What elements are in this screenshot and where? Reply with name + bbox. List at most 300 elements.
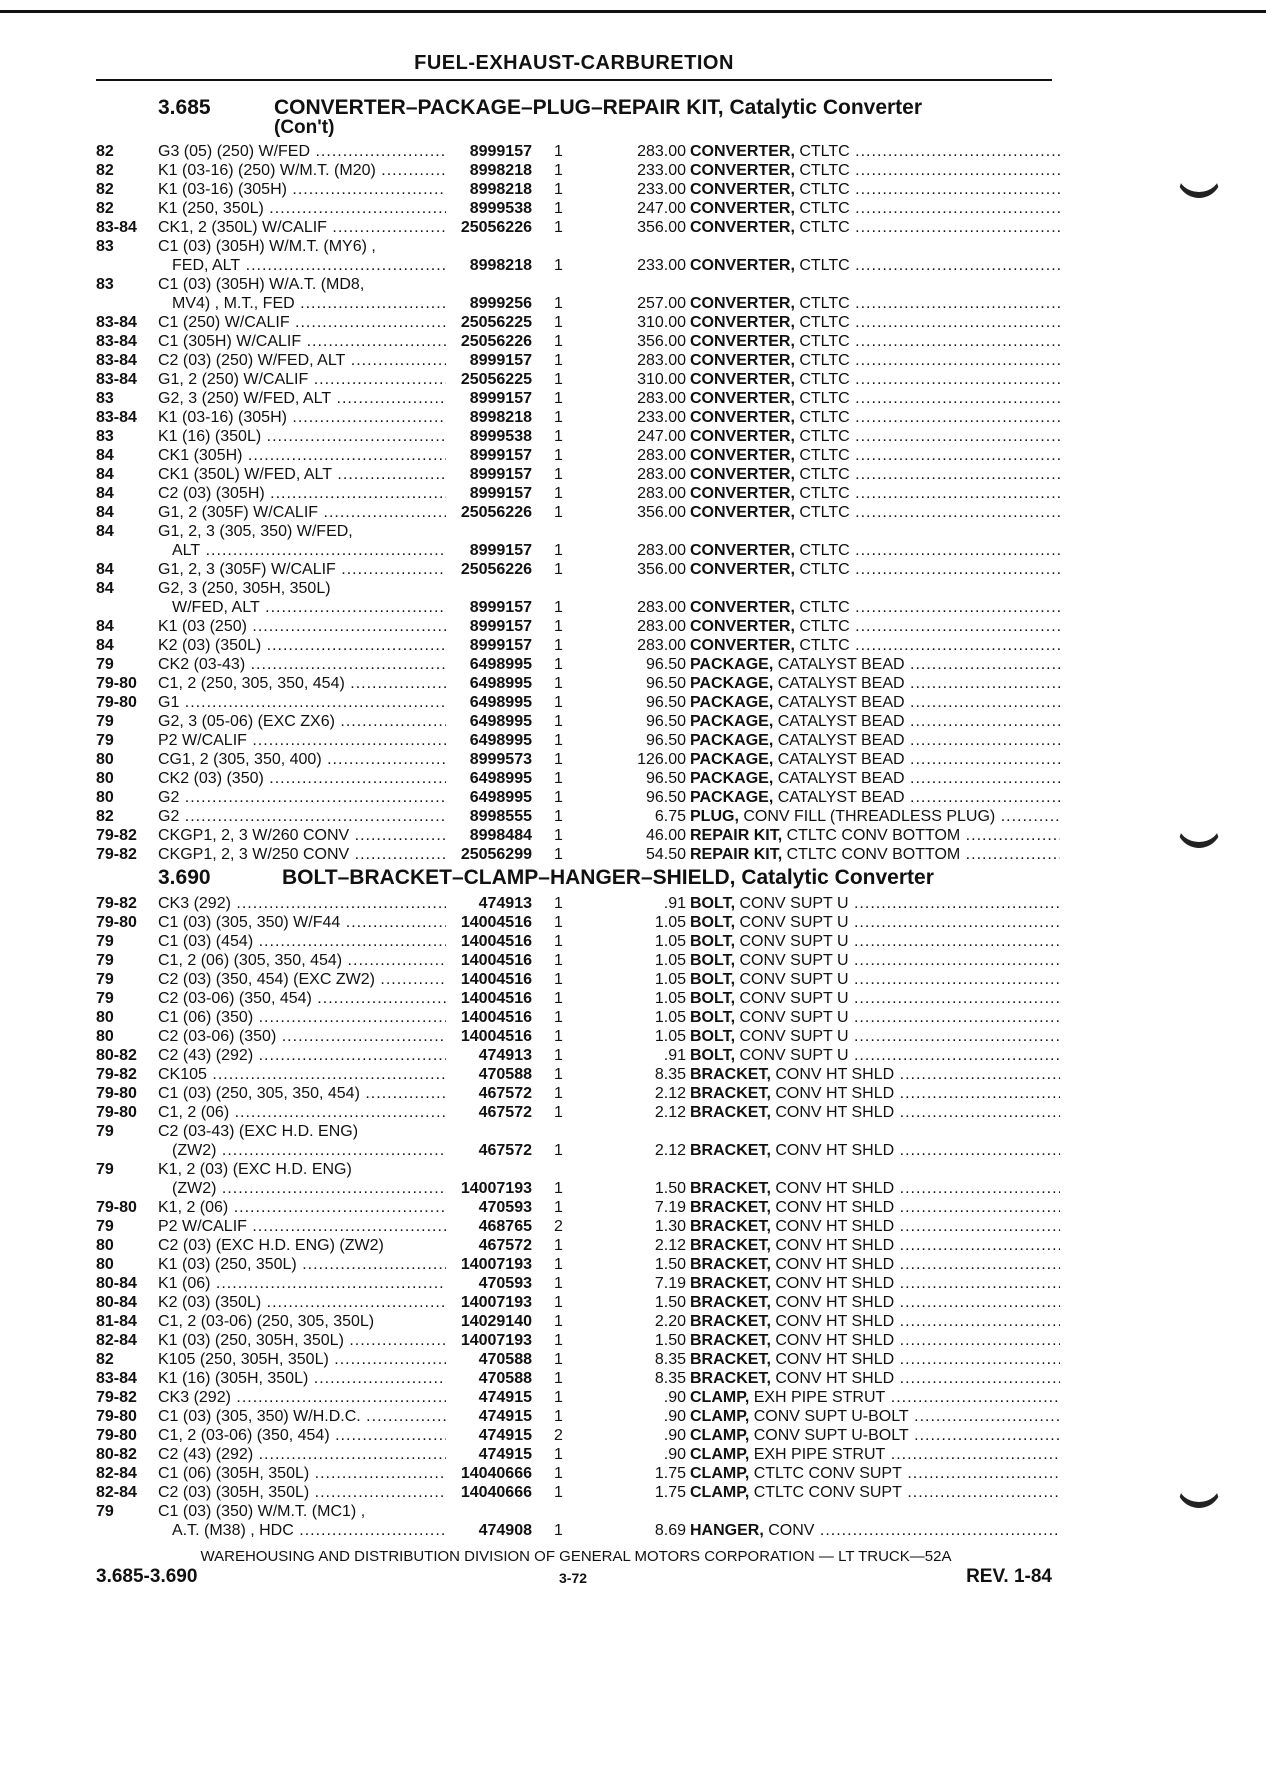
quantity: 1 — [554, 409, 563, 426]
part-name: CLAMP, CTLTC CONV SUPT ..... — [690, 1483, 1060, 1502]
price: 2.12 — [654, 1085, 686, 1102]
parts-table-3685 — [96, 142, 1056, 864]
part-number: 25056226 — [446, 332, 532, 351]
application-description: G1, 2, 3 (305, 350) W/FED, — [158, 523, 353, 540]
quantity: 1 — [554, 1389, 563, 1406]
part-name: BRACKET, CONV HT SHLD ..... — [690, 1179, 1060, 1198]
price: 126.00 — [637, 751, 686, 768]
application-description: C1, 2 (06) ..... — [158, 1103, 518, 1122]
price: 283.00 — [637, 352, 686, 369]
application-description: C1, 2 (06) (305, 350, 454) ..... — [158, 951, 518, 970]
quantity: 1 — [554, 933, 563, 950]
quantity: 1 — [554, 1408, 563, 1425]
binder-hole-mark — [1176, 1460, 1222, 1508]
table-row — [96, 1407, 1056, 1426]
table-row — [96, 1502, 1056, 1521]
application-description: C1 (03) (305H) W/M.T. (MY6) , — [158, 238, 376, 255]
table-row — [96, 970, 1056, 989]
table-row — [96, 750, 1056, 769]
section-title: BOLT–BRACKET–CLAMP–HANGER–SHIELD, Catalytic Converter — [282, 866, 934, 889]
price: 283.00 — [637, 599, 686, 616]
application-description: K1 (03) (250, 305H, 350L) ..... — [158, 1331, 518, 1350]
part-name: CONVERTER, CTLTC ..... — [690, 465, 1060, 484]
part-name: BOLT, CONV SUPT U ..... — [690, 1027, 1060, 1046]
table-row — [96, 1179, 1056, 1198]
table-row — [96, 427, 1056, 446]
table-row — [96, 1369, 1056, 1388]
price: .90 — [663, 1427, 686, 1444]
part-number: 25056226 — [446, 218, 532, 237]
part-number: 14007193 — [446, 1293, 532, 1312]
application-description: A.T. (M38) , HDC ..... — [158, 1521, 518, 1540]
part-name: BRACKET, CONV HT SHLD ..... — [690, 1312, 1060, 1331]
top-rule — [0, 10, 1266, 13]
application-description: C1 (305H) W/CALIF ..... — [158, 332, 518, 351]
year-range: 80 — [96, 789, 114, 806]
application-description: G3 (05) (250) W/FED ..... — [158, 142, 518, 161]
part-name: PACKAGE, CATALYST BEAD ..... — [690, 731, 1060, 750]
price: 310.00 — [637, 371, 686, 388]
year-range: 80 — [96, 751, 114, 768]
application-description: CK1 (305H) ..... — [158, 446, 518, 465]
quantity: 1 — [554, 257, 563, 274]
year-range: 79 — [96, 1123, 114, 1140]
application-description: G1, 2 (250) W/CALIF ..... — [158, 370, 518, 389]
application-description: K1 (03) (250, 350L) ..... — [158, 1255, 518, 1274]
quantity: 1 — [554, 219, 563, 236]
part-number: 6498995 — [446, 655, 532, 674]
year-range: 79 — [96, 732, 114, 749]
application-description: K1 (16) (350L) ..... — [158, 427, 518, 446]
quantity: 1 — [554, 181, 563, 198]
section-number: 3.690 — [158, 866, 211, 889]
part-number: 14004516 — [446, 932, 532, 951]
part-name: CONVERTER, CTLTC ..... — [690, 560, 1060, 579]
price: 1.05 — [654, 1009, 686, 1026]
part-name: BRACKET, CONV HT SHLD ..... — [690, 1350, 1060, 1369]
part-name: CONVERTER, CTLTC ..... — [690, 617, 1060, 636]
price: 257.00 — [637, 295, 686, 312]
quantity: 1 — [554, 1484, 563, 1501]
table-row — [96, 1103, 1056, 1122]
part-number: 474913 — [446, 1046, 532, 1065]
part-number: 474915 — [446, 1426, 532, 1445]
year-range: 80 — [96, 1028, 114, 1045]
price: 7.19 — [654, 1199, 686, 1216]
price: 283.00 — [637, 637, 686, 654]
year-range: 83 — [96, 390, 114, 407]
quantity: 1 — [554, 895, 563, 912]
part-number: 6498995 — [446, 674, 532, 693]
application-description: CKGP1, 2, 3 W/250 CONV ..... — [158, 845, 518, 864]
table-row — [96, 1426, 1056, 1445]
quantity: 1 — [554, 314, 563, 331]
application-description: K1 (06) ..... — [158, 1274, 518, 1293]
price: .90 — [663, 1389, 686, 1406]
price: 283.00 — [637, 618, 686, 635]
price: 283.00 — [637, 447, 686, 464]
quantity: 1 — [554, 466, 563, 483]
year-range: 79 — [96, 1161, 114, 1178]
application-description: CKGP1, 2, 3 W/260 CONV ..... — [158, 826, 518, 845]
part-name: PACKAGE, CATALYST BEAD ..... — [690, 750, 1060, 769]
year-range: 84 — [96, 580, 114, 597]
year-range: 84 — [96, 504, 114, 521]
part-name: CONVERTER, CTLTC ..... — [690, 427, 1060, 446]
part-number: 8999157 — [446, 142, 532, 161]
part-name: CLAMP, CONV SUPT U-BOLT ..... — [690, 1426, 1060, 1445]
quantity: 1 — [554, 1180, 563, 1197]
application-description: G1 ..... — [158, 693, 518, 712]
application-description: G2 ..... — [158, 788, 518, 807]
application-description: C1 (03) (250, 305, 350, 454) ..... — [158, 1084, 518, 1103]
quantity: 1 — [554, 1066, 563, 1083]
year-range: 79 — [96, 656, 114, 673]
price: 7.19 — [654, 1275, 686, 1292]
year-range: 83-84 — [96, 371, 137, 388]
year-range: 79-82 — [96, 1389, 137, 1406]
table-row — [96, 1331, 1056, 1350]
part-number: 470593 — [446, 1198, 532, 1217]
table-row — [96, 142, 1056, 161]
application-description: CK2 (03-43) ..... — [158, 655, 518, 674]
section-subtitle: (Con't) — [274, 117, 335, 138]
quantity: 1 — [554, 713, 563, 730]
part-number: 8999157 — [446, 617, 532, 636]
price: 1.05 — [654, 933, 686, 950]
quantity: 1 — [554, 789, 563, 806]
quantity: 1 — [554, 1332, 563, 1349]
application-description: C1 (250) W/CALIF ..... — [158, 313, 518, 332]
year-range: 82 — [96, 200, 114, 217]
table-row — [96, 788, 1056, 807]
part-number: 8999256 — [446, 294, 532, 313]
part-number: 25056225 — [446, 313, 532, 332]
year-range: 83-84 — [96, 409, 137, 426]
quantity: 1 — [554, 333, 563, 350]
table-row — [96, 693, 1056, 712]
application-description: C2 (03) (305H, 350L) ..... — [158, 1483, 518, 1502]
table-row — [96, 1350, 1056, 1369]
part-name: BRACKET, CONV HT SHLD ..... — [690, 1274, 1060, 1293]
quantity: 2 — [554, 1427, 563, 1444]
quantity: 1 — [554, 162, 563, 179]
year-range: 84 — [96, 466, 114, 483]
quantity: 1 — [554, 990, 563, 1007]
year-range: 79-80 — [96, 694, 137, 711]
table-row — [96, 313, 1056, 332]
table-row — [96, 370, 1056, 389]
year-range: 83-84 — [96, 219, 137, 236]
part-name: PACKAGE, CATALYST BEAD ..... — [690, 674, 1060, 693]
application-description: K1 (250, 350L) ..... — [158, 199, 518, 218]
table-row — [96, 1198, 1056, 1217]
part-name: CONVERTER, CTLTC ..... — [690, 351, 1060, 370]
part-number: 14007193 — [446, 1331, 532, 1350]
parts-table-3690 — [96, 894, 1056, 1540]
footer-revision: REV. 1-84 — [966, 1566, 1052, 1587]
table-row — [96, 408, 1056, 427]
part-name: REPAIR KIT, CTLTC CONV BOTTOM ..... — [690, 845, 1060, 864]
year-range: 79-80 — [96, 1085, 137, 1102]
price: 96.50 — [645, 694, 686, 711]
application-description: C1, 2 (250, 305, 350, 454) ..... — [158, 674, 518, 693]
part-name: BOLT, CONV SUPT U ..... — [690, 951, 1060, 970]
price: 54.50 — [645, 846, 686, 863]
application-description: C1 (06) (305H, 350L) ..... — [158, 1464, 518, 1483]
price: 1.05 — [654, 971, 686, 988]
part-name: CONVERTER, CTLTC ..... — [690, 503, 1060, 522]
table-row — [96, 826, 1056, 845]
application-description: C2 (03-43) (EXC H.D. ENG) — [158, 1123, 359, 1140]
price: 2.12 — [654, 1237, 686, 1254]
year-range: 82-84 — [96, 1332, 137, 1349]
application-description: K1 (03-16) (250) W/M.T. (M20) ..... — [158, 161, 518, 180]
year-range: 79 — [96, 952, 114, 969]
part-number: 14029140 — [446, 1312, 532, 1331]
quantity: 1 — [554, 561, 563, 578]
part-name: BOLT, CONV SUPT U ..... — [690, 894, 1060, 913]
section-title: CONVERTER–PACKAGE–PLUG–REPAIR KIT, Catalytic Converter — [274, 96, 923, 119]
table-row — [96, 1141, 1056, 1160]
price: 1.50 — [654, 1332, 686, 1349]
quantity: 1 — [554, 599, 563, 616]
quantity: 1 — [554, 352, 563, 369]
table-row — [96, 256, 1056, 275]
part-number: 467572 — [446, 1141, 532, 1160]
table-row — [96, 1388, 1056, 1407]
price: 247.00 — [637, 428, 686, 445]
part-number: 8999157 — [446, 484, 532, 503]
part-name: BOLT, CONV SUPT U ..... — [690, 970, 1060, 989]
table-row — [96, 541, 1056, 560]
part-name: BRACKET, CONV HT SHLD ..... — [690, 1141, 1060, 1160]
price: 2.12 — [654, 1104, 686, 1121]
year-range: 82 — [96, 181, 114, 198]
part-name: CONVERTER, CTLTC ..... — [690, 161, 1060, 180]
header-rule — [96, 79, 1052, 81]
table-row — [96, 503, 1056, 522]
table-row — [96, 951, 1056, 970]
quantity: 1 — [554, 675, 563, 692]
part-name: CLAMP, EXH PIPE STRUT ..... — [690, 1445, 1060, 1464]
table-row — [96, 1122, 1056, 1141]
table-row — [96, 332, 1056, 351]
year-range: 79 — [96, 1503, 114, 1520]
part-name: BRACKET, CONV HT SHLD ..... — [690, 1331, 1060, 1350]
quantity: 1 — [554, 1085, 563, 1102]
part-number: 6498995 — [446, 712, 532, 731]
price: 233.00 — [637, 181, 686, 198]
application-description: G2 ..... — [158, 807, 518, 826]
quantity: 1 — [554, 200, 563, 217]
price: 247.00 — [637, 200, 686, 217]
quantity: 1 — [554, 1199, 563, 1216]
part-number: 468765 — [446, 1217, 532, 1236]
year-range: 82-84 — [96, 1484, 137, 1501]
year-range: 83-84 — [96, 1370, 137, 1387]
table-row — [96, 1084, 1056, 1103]
application-description: K2 (03) (350L) ..... — [158, 1293, 518, 1312]
part-name: PLUG, CONV FILL (THREADLESS PLUG) ..... — [690, 807, 1060, 826]
quantity: 1 — [554, 447, 563, 464]
price: 1.50 — [654, 1180, 686, 1197]
quantity: 1 — [554, 542, 563, 559]
year-range: 82 — [96, 1351, 114, 1368]
footer-section-range: 3.685-3.690 — [96, 1566, 198, 1587]
quantity: 1 — [554, 1275, 563, 1292]
application-description: C2 (03) (250) W/FED, ALT ..... — [158, 351, 518, 370]
part-name: PACKAGE, CATALYST BEAD ..... — [690, 788, 1060, 807]
part-number: 14004516 — [446, 913, 532, 932]
price: 8.35 — [654, 1370, 686, 1387]
application-description: K1 (03 (250) ..... — [158, 617, 518, 636]
year-range: 79 — [96, 990, 114, 1007]
price: 96.50 — [645, 770, 686, 787]
table-row — [96, 1483, 1056, 1502]
part-number: 14004516 — [446, 1008, 532, 1027]
year-range: 84 — [96, 618, 114, 635]
table-row — [96, 674, 1056, 693]
quantity: 2 — [554, 1218, 563, 1235]
section-number: 3.685 — [158, 96, 211, 119]
table-row — [96, 1521, 1056, 1540]
application-description: FED, ALT ..... — [158, 256, 518, 275]
price: 283.00 — [637, 542, 686, 559]
application-description: K1, 2 (03) (EXC H.D. ENG) — [158, 1161, 352, 1178]
part-name: CONVERTER, CTLTC ..... — [690, 484, 1060, 503]
part-number: 8999538 — [446, 199, 532, 218]
year-range: 83-84 — [96, 333, 137, 350]
application-description: K1 (03-16) (305H) ..... — [158, 408, 518, 427]
table-row — [96, 446, 1056, 465]
part-number: 8999157 — [446, 598, 532, 617]
price: 233.00 — [637, 409, 686, 426]
part-number: 25056226 — [446, 560, 532, 579]
table-row — [96, 1445, 1056, 1464]
application-description: K1 (03-16) (305H) ..... — [158, 180, 518, 199]
part-name: REPAIR KIT, CTLTC CONV BOTTOM ..... — [690, 826, 1060, 845]
part-name: HANGER, CONV ..... — [690, 1521, 1060, 1540]
quantity: 1 — [554, 143, 563, 160]
table-row — [96, 389, 1056, 408]
application-description: CK105 ..... — [158, 1065, 518, 1084]
application-description: K2 (03) (350L) ..... — [158, 636, 518, 655]
quantity: 1 — [554, 428, 563, 445]
footer-page-number: 3-72 — [559, 1570, 588, 1586]
page-title: FUEL-EXHAUST-CARBURETION — [414, 52, 734, 74]
table-row — [96, 1160, 1056, 1179]
application-description: C1, 2 (03-06) (250, 305, 350L) — [158, 1313, 375, 1330]
table-row — [96, 1027, 1056, 1046]
year-range: 80-82 — [96, 1047, 137, 1064]
year-range: 79-80 — [96, 1408, 137, 1425]
year-range: 79-80 — [96, 1104, 137, 1121]
part-number: 25056226 — [446, 503, 532, 522]
table-row — [96, 1274, 1056, 1293]
quantity: 1 — [554, 371, 563, 388]
part-name: BOLT, CONV SUPT U ..... — [690, 1008, 1060, 1027]
table-row — [96, 579, 1056, 598]
table-row — [96, 636, 1056, 655]
part-number: 14040666 — [446, 1483, 532, 1502]
year-range: 79 — [96, 713, 114, 730]
year-range: 82 — [96, 143, 114, 160]
quantity: 1 — [554, 504, 563, 521]
year-range: 79-82 — [96, 827, 137, 844]
table-row — [96, 1255, 1056, 1274]
price: 283.00 — [637, 390, 686, 407]
application-description: C1 (03) (305, 350) W/H.D.C. ..... — [158, 1407, 518, 1426]
year-range: 80 — [96, 770, 114, 787]
quantity: 1 — [554, 1047, 563, 1064]
year-range: 83-84 — [96, 352, 137, 369]
application-description: CK2 (03) (350) ..... — [158, 769, 518, 788]
price: 96.50 — [645, 789, 686, 806]
table-row — [96, 769, 1056, 788]
table-row — [96, 598, 1056, 617]
price: 1.05 — [654, 990, 686, 1007]
part-name: CONVERTER, CTLTC ..... — [690, 294, 1060, 313]
year-range: 84 — [96, 447, 114, 464]
part-name: CONVERTER, CTLTC ..... — [690, 370, 1060, 389]
application-description: C1 (06) (350) ..... — [158, 1008, 518, 1027]
part-number: 8999157 — [446, 446, 532, 465]
application-description: CK3 (292) ..... — [158, 1388, 518, 1407]
part-name: BOLT, CONV SUPT U ..... — [690, 932, 1060, 951]
table-row — [96, 199, 1056, 218]
quantity: 1 — [554, 914, 563, 931]
part-name: CONVERTER, CTLTC ..... — [690, 636, 1060, 655]
part-number: 467572 — [446, 1236, 532, 1255]
year-range: 79 — [96, 971, 114, 988]
price: 310.00 — [637, 314, 686, 331]
table-row — [96, 989, 1056, 1008]
part-number: 8998218 — [446, 408, 532, 427]
application-description: MV4) , M.T., FED ..... — [158, 294, 518, 313]
year-range: 79-80 — [96, 914, 137, 931]
price: 1.30 — [654, 1218, 686, 1235]
part-name: CONVERTER, CTLTC ..... — [690, 446, 1060, 465]
part-number: 474915 — [446, 1407, 532, 1426]
application-description: G2, 3 (05-06) (EXC ZX6) ..... — [158, 712, 518, 731]
year-range: 83 — [96, 428, 114, 445]
year-range: 79-82 — [96, 846, 137, 863]
application-description: CG1, 2 (305, 350, 400) ..... — [158, 750, 518, 769]
part-name: CLAMP, EXH PIPE STRUT ..... — [690, 1388, 1060, 1407]
quantity: 1 — [554, 751, 563, 768]
application-description: G1, 2 (305F) W/CALIF ..... — [158, 503, 518, 522]
page-header — [96, 52, 1052, 81]
table-row — [96, 294, 1056, 313]
application-description: G1, 2, 3 (305F) W/CALIF ..... — [158, 560, 518, 579]
price: .90 — [663, 1446, 686, 1463]
application-description: C1 (03) (350) W/M.T. (MC1) , — [158, 1503, 366, 1520]
part-number: 8999538 — [446, 427, 532, 446]
part-name: BRACKET, CONV HT SHLD ..... — [690, 1293, 1060, 1312]
part-name: BOLT, CONV SUPT U ..... — [690, 989, 1060, 1008]
quantity: 1 — [554, 1256, 563, 1273]
part-name: BRACKET, CONV HT SHLD ..... — [690, 1065, 1060, 1084]
year-range: 79-80 — [96, 1427, 137, 1444]
part-number: 14007193 — [446, 1179, 532, 1198]
table-row — [96, 807, 1056, 826]
part-number: 8998555 — [446, 807, 532, 826]
quantity: 1 — [554, 1313, 563, 1330]
part-number: 470593 — [446, 1274, 532, 1293]
year-range: 80 — [96, 1237, 114, 1254]
quantity: 1 — [554, 1142, 563, 1159]
